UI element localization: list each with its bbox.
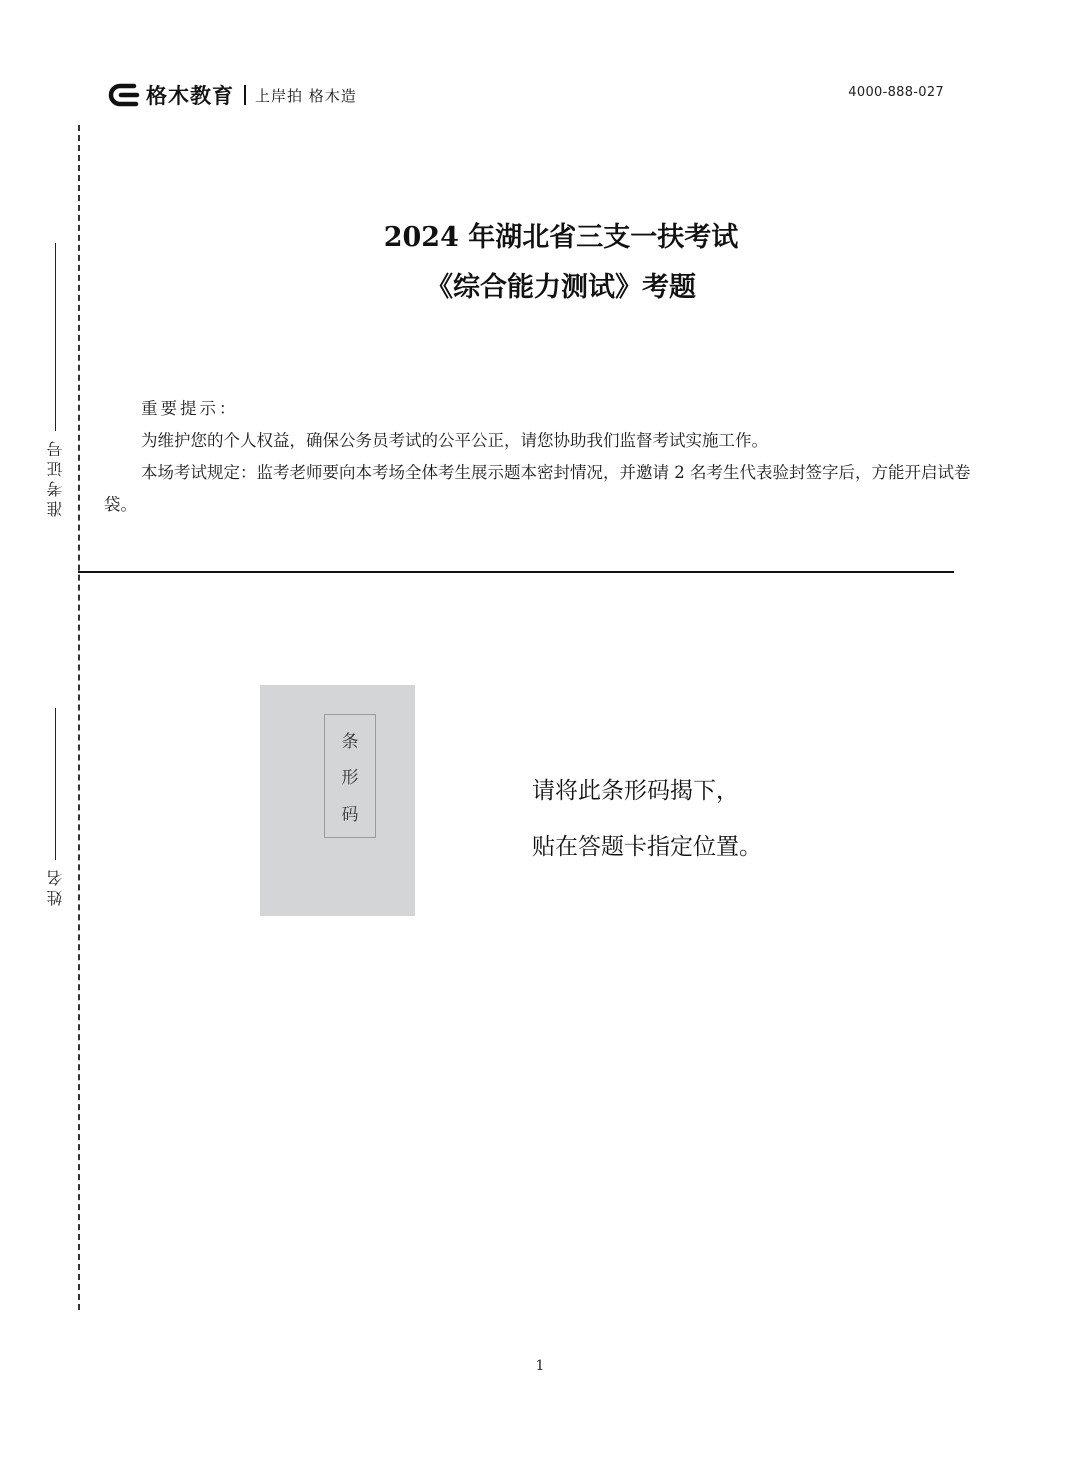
- exam-id-label: 准考证号: [46, 437, 65, 517]
- hotline-number: 4000-888-027: [848, 85, 944, 100]
- barcode-char: 码: [341, 805, 359, 826]
- ge-logo-icon: [108, 82, 142, 108]
- name-label: 姓名: [46, 866, 65, 906]
- exam-title: 2024 年湖北省三支一扶考试: [383, 222, 739, 253]
- barcode-instruction-1: 请将此条形码揭下，: [532, 778, 739, 804]
- section-divider: [78, 571, 954, 573]
- logo-divider: [244, 85, 246, 105]
- name-field: [44, 708, 67, 906]
- brand-name: 格木教育: [146, 84, 234, 108]
- page-number: 1: [535, 1358, 545, 1374]
- brand-logo: [108, 80, 357, 110]
- barcode-char: 条: [341, 731, 359, 752]
- notice-paragraph-2: 本场考试规定：监考老师要向本考场全体考生展示题本密封情况，并邀请 2 名考生代表验封签字后，方能开启试卷袋。: [104, 463, 971, 514]
- brand-slogan: 上岸拍 格木造: [255, 86, 357, 105]
- notice-paragraph-1: 为维护您的个人权益，确保公务员考试的公平公正，请您协助我们监督考试实施工作。: [141, 431, 768, 450]
- barcode-label-box: [324, 714, 376, 838]
- exam-subtitle: 《综合能力测试》考题: [426, 272, 696, 303]
- barcode-sticker: [260, 685, 415, 916]
- important-notice: [104, 393, 984, 521]
- name-write-line: [55, 708, 56, 860]
- barcode-instruction-2: 贴在答题卡指定位置。: [532, 834, 762, 860]
- notice-heading: 重要提示：: [141, 399, 239, 418]
- barcode-char: 形: [341, 768, 359, 789]
